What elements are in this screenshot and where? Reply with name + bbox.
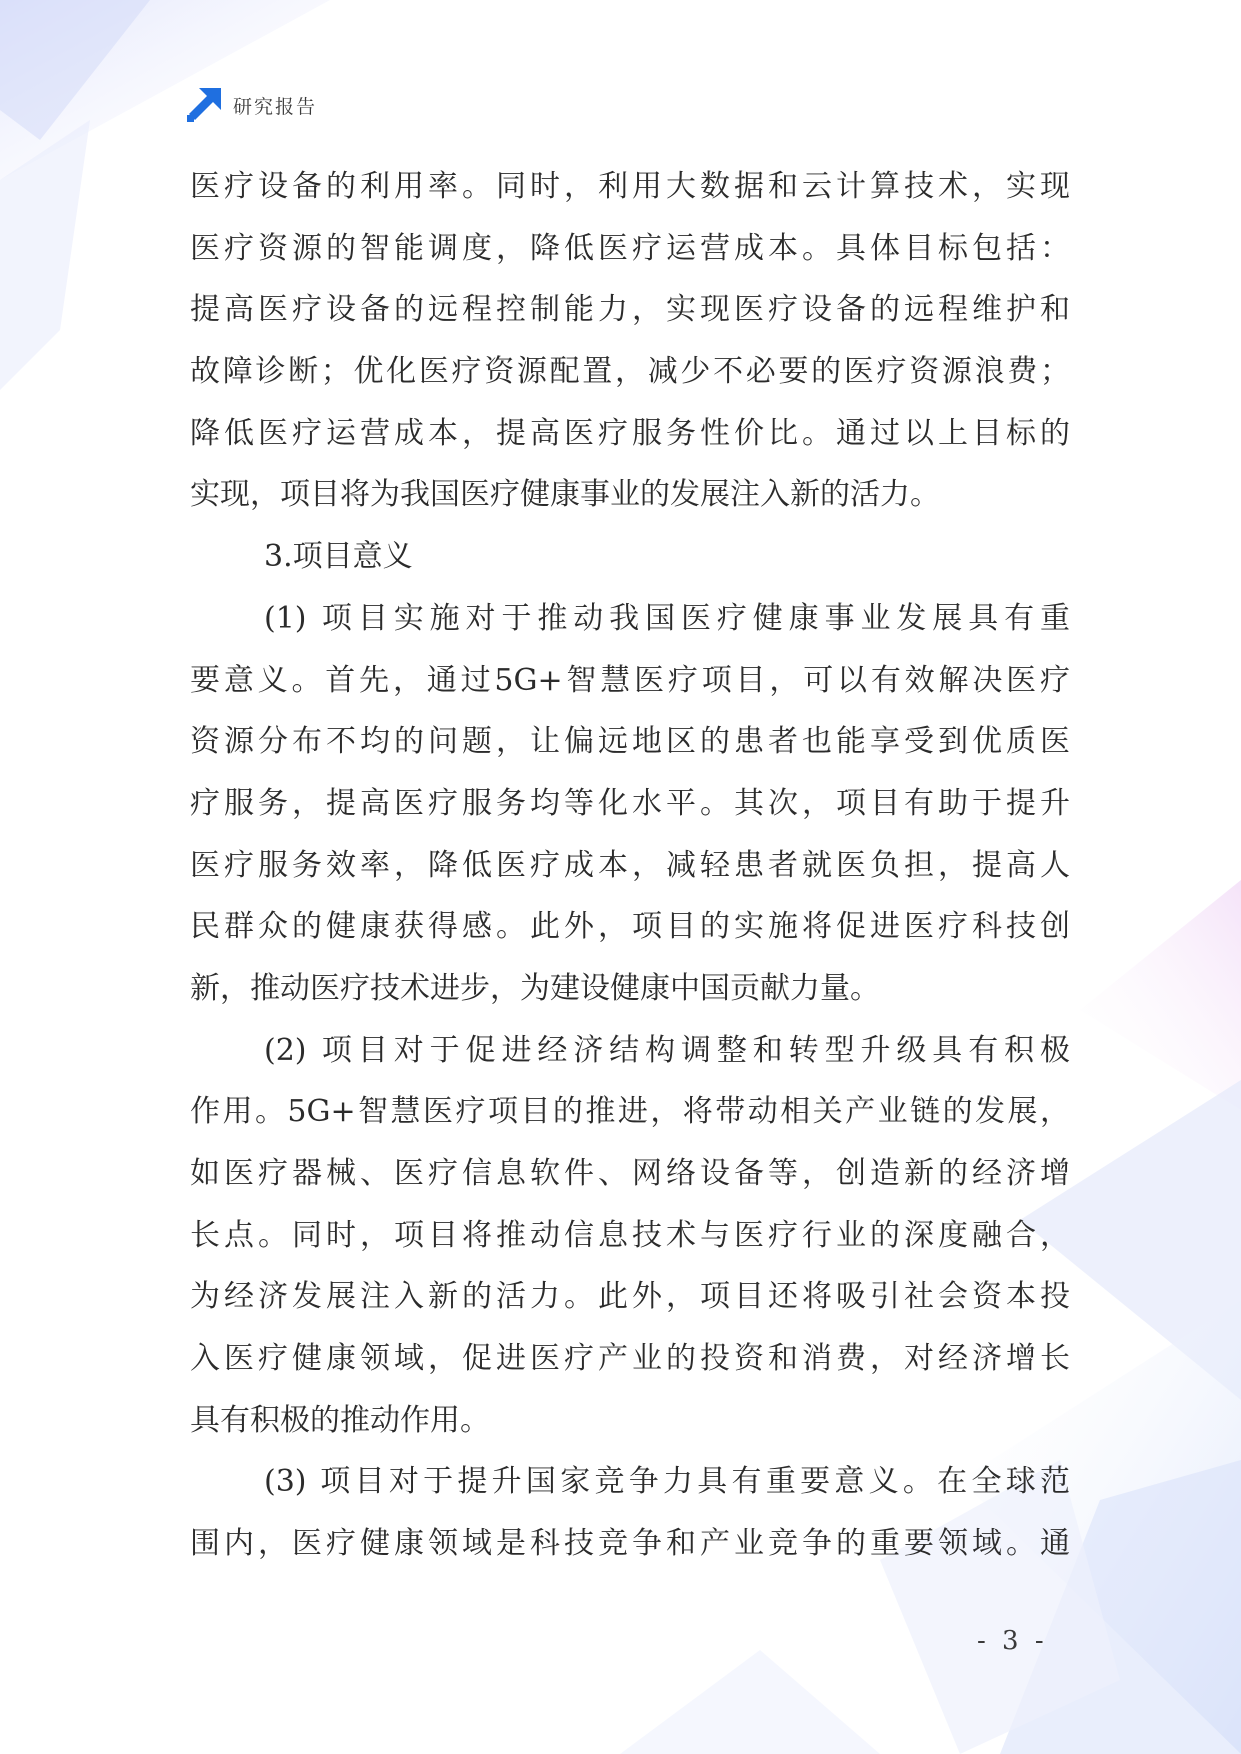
text-line: 新，推动医疗技术进步，为建设健康中国贡献力量。 xyxy=(190,970,880,1006)
text-line: 民群众的健康获得感。此外，项目的实施将促进医疗科技创 xyxy=(190,909,1070,945)
text-line: 提高医疗设备的远程控制能力，实现医疗设备的远程维护和 xyxy=(190,292,1070,328)
background-shape xyxy=(1080,880,1241,1110)
text-line: (2) 项目对于促进经济结构调整和转型升级具有积极 xyxy=(264,1032,1070,1068)
text-line: 故障诊断；优化医疗资源配置，减少不必要的医疗资源浪费； xyxy=(190,354,1070,390)
report-header xyxy=(187,88,317,122)
text-line: 医疗资源的智能调度，降低医疗运营成本。具体目标包括： xyxy=(190,230,1070,266)
page-number: - 3 - xyxy=(977,1626,1048,1656)
document-body xyxy=(190,156,1070,1575)
header-title: 研究报告 xyxy=(233,95,318,118)
text-line: 为经济发展注入新的活力。此外，项目还将吸引社会资本投 xyxy=(190,1279,1070,1315)
text-line: 如医疗器械、医疗信息软件、网络设备等，创造新的经济增 xyxy=(190,1156,1070,1191)
text-line: 医疗设备的利用率。同时，利用大数据和云计算技术，实现 xyxy=(190,169,1070,204)
text-line: 作用。5G+智慧医疗项目的推进，将带动相关产业链的发展， xyxy=(190,1094,1070,1130)
text-line: 长点。同时，项目将推动信息技术与医疗行业的深度融合， xyxy=(190,1217,1070,1253)
text-line: (3) 项目对于提升国家竞争力具有重要意义。在全球范 xyxy=(264,1464,1070,1500)
text-line: 围内，医疗健康领域是科技竞争和产业竞争的重要领域。通 xyxy=(190,1526,1070,1562)
text-line: (1) 项目实施对于推动我国医疗健康事业发展具有重 xyxy=(264,600,1070,636)
text-line: 医疗服务效率，降低医疗成本，减轻患者就医负担，提高人 xyxy=(190,847,1070,883)
text-line: 实现，项目将为我国医疗健康事业的发展注入新的活力。 xyxy=(190,477,940,513)
text-line: 入医疗健康领域，促进医疗产业的投资和消费，对经济增长 xyxy=(190,1341,1070,1377)
text-line: 要意义。首先，通过5G+智慧医疗项目，可以有效解决医疗 xyxy=(190,662,1070,698)
background-shape xyxy=(620,1650,880,1754)
text-line: 资源分布不均的问题，让偏远地区的患者也能享受到优质医 xyxy=(190,724,1070,760)
section-heading: 3.项目意义 xyxy=(264,539,413,575)
text-line: 疗服务，提高医疗服务均等化水平。其次，项目有助于提升 xyxy=(190,785,1070,821)
arrow-up-right-icon xyxy=(187,88,221,122)
text-line: 降低医疗运营成本，提高医疗服务性价比。通过以上目标的 xyxy=(190,415,1070,451)
text-line: 具有积极的推动作用。 xyxy=(190,1402,490,1438)
